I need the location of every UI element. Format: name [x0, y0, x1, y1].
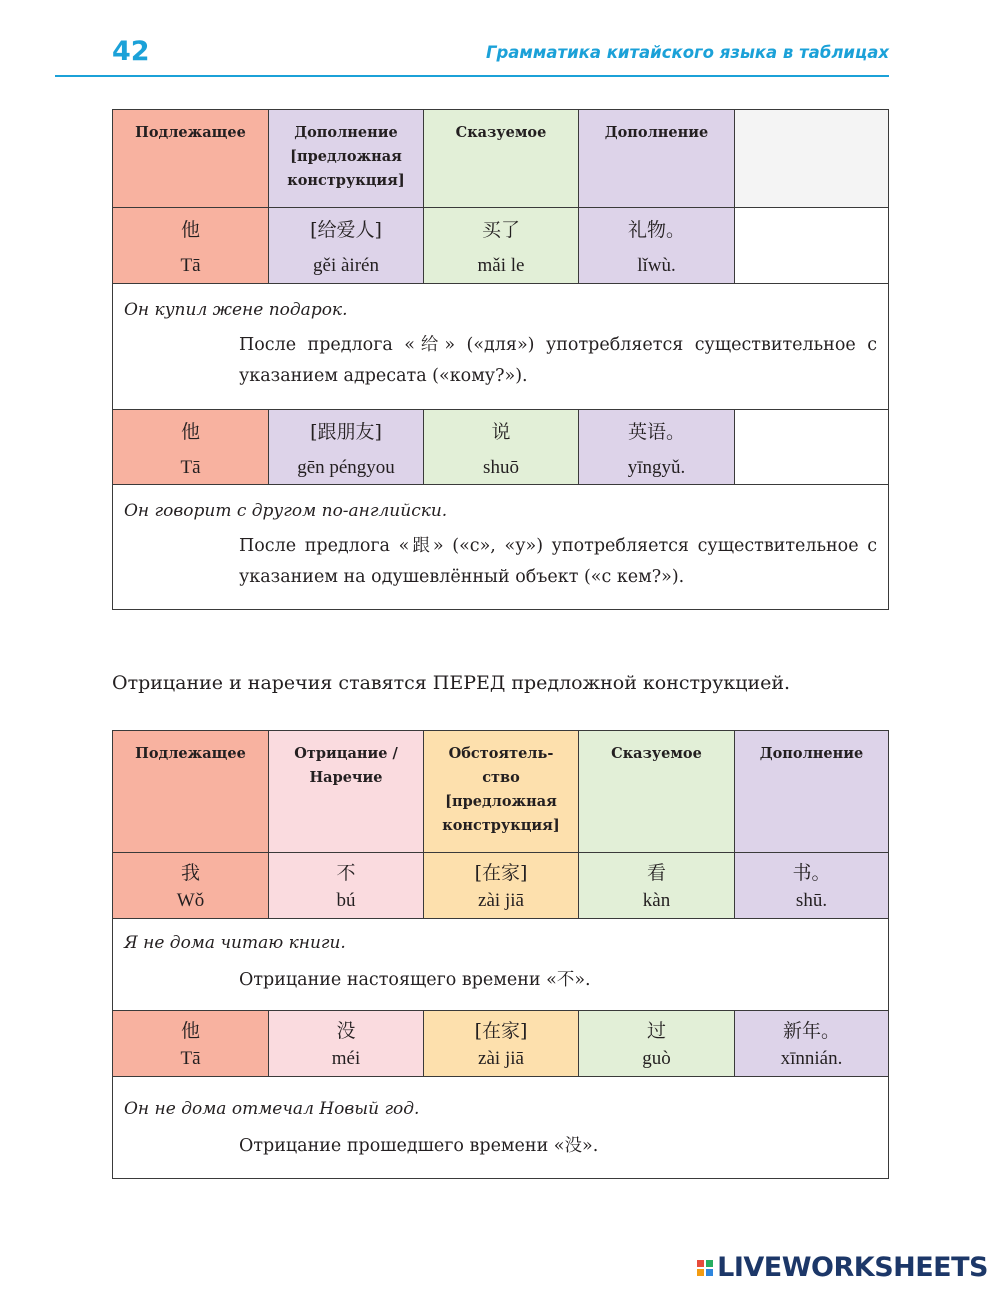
pinyin: shuō: [483, 457, 519, 478]
word-cell: [269, 410, 424, 484]
pinyin: mǎi le: [477, 255, 525, 276]
header-cell: Дополнение: [735, 731, 888, 852]
word-cell: [579, 208, 735, 283]
translation: Он купил жене подарок.: [124, 300, 348, 320]
hanzi: 新年。: [782, 1020, 840, 1042]
hanzi: [跟朋友]: [310, 421, 382, 443]
word-cell: [424, 410, 579, 484]
translation: Он говорит с другом по-английски.: [124, 501, 448, 521]
pinyin: yīngyǔ.: [627, 457, 686, 478]
translation: Он не дома отмечал Новый год.: [124, 1099, 420, 1119]
pinyin: Tā: [180, 1048, 201, 1069]
header-cell-empty: [735, 110, 888, 207]
pinyin: xīnnián.: [780, 1048, 843, 1069]
example-row: [113, 208, 888, 284]
pinyin: kàn: [642, 890, 671, 911]
pinyin: guò: [642, 1048, 671, 1069]
hanzi: [给爱人]: [310, 219, 382, 241]
pinyin: Tā: [180, 457, 201, 478]
word-cell: [269, 853, 424, 918]
word-cell: [735, 1011, 888, 1076]
pinyin: Wǒ: [176, 890, 205, 911]
hanzi: 英语。: [627, 421, 685, 443]
header-cell: Дополнение [предложная конструкция]: [269, 110, 424, 207]
word-cell: [113, 853, 269, 918]
logo-square: [706, 1269, 713, 1276]
hanzi: 买了: [481, 219, 520, 241]
explanation: После предлога «给» («для») употребляется существительное с указанием адресата («кому?»).: [239, 335, 877, 386]
explanation: После предлога «跟» («с», «у») употребляется существительное с указанием на одушевлённый объект («с кем?»).: [239, 536, 877, 587]
word-cell: [579, 853, 735, 918]
hanzi: 不: [336, 862, 356, 884]
explanation: Отрицание прошедшего времени «没».: [239, 1136, 599, 1156]
hanzi: 说: [491, 421, 511, 443]
word-cell: [424, 853, 579, 918]
word-cell: [424, 208, 579, 283]
table-header-row: [113, 110, 888, 208]
hanzi: [在家]: [474, 862, 528, 884]
pinyin: Tā: [180, 255, 201, 276]
word-cell: [579, 410, 735, 484]
word-cell: [113, 410, 269, 484]
note-row: [113, 1077, 888, 1178]
logo-square: [697, 1260, 704, 1267]
translation: Я не дома читаю книги.: [124, 933, 346, 953]
page-number: 42: [112, 36, 150, 67]
logo-text: LIVEWORKSHEETS: [717, 1252, 988, 1283]
header-cell: Дополнение: [579, 110, 735, 207]
word-cell: [735, 853, 888, 918]
word-cell: [269, 1011, 424, 1076]
empty-cell: [735, 208, 888, 283]
empty-cell: [735, 410, 888, 484]
grammar-table-2: [112, 730, 889, 1179]
word-cell: [269, 208, 424, 283]
pinyin: shū.: [795, 890, 828, 911]
pinyin: zài jiā: [478, 890, 524, 911]
pinyin: gēn péngyou: [297, 457, 395, 478]
pinyin: zài jiā: [478, 1048, 524, 1069]
hanzi: 礼物。: [627, 219, 685, 241]
liveworksheets-logo[interactable]: [697, 1252, 988, 1283]
pinyin: gěi àirén: [313, 255, 379, 276]
example-row: [113, 410, 888, 485]
hanzi: 书。: [792, 862, 831, 884]
note-row: [113, 284, 888, 410]
word-cell: [113, 208, 269, 283]
example-row: [113, 853, 888, 919]
hanzi: 他: [180, 421, 200, 443]
pinyin: lǐwù.: [637, 255, 676, 276]
hanzi: 他: [180, 1020, 200, 1042]
header-cell: Сказуемое: [424, 110, 579, 207]
table-header-row: [113, 731, 888, 853]
example-row: [113, 1011, 888, 1077]
header-cell: Подлежащее: [113, 731, 269, 852]
pinyin: bú: [336, 890, 356, 911]
word-cell: [113, 1011, 269, 1076]
grammar-table-1: [112, 109, 889, 610]
hanzi: 过: [646, 1020, 666, 1042]
header-cell: Обстоятель-ство [предложная конструкция]: [424, 731, 579, 852]
rule-paragraph: Отрицание и наречия ставятся ПЕРЕД предложной конструкцией.: [112, 672, 791, 694]
word-cell: [579, 1011, 735, 1076]
header-cell: Отрицание / Наречие: [269, 731, 424, 852]
note-row: [113, 919, 888, 1011]
header-rule: [55, 75, 889, 77]
pinyin: méi: [331, 1048, 361, 1069]
book-title: Грамматика китайского языка в таблицах: [485, 43, 889, 62]
hanzi: [在家]: [474, 1020, 528, 1042]
hanzi: 我: [180, 862, 200, 884]
note-row: [113, 485, 888, 609]
word-cell: [424, 1011, 579, 1076]
header-cell: Подлежащее: [113, 110, 269, 207]
hanzi: 看: [646, 862, 666, 884]
logo-square: [697, 1269, 704, 1276]
header-cell: Сказуемое: [579, 731, 735, 852]
logo-square: [706, 1260, 713, 1267]
hanzi: 他: [180, 219, 200, 241]
hanzi: 没: [336, 1020, 356, 1042]
explanation: Отрицание настоящего времени «不».: [239, 970, 591, 990]
logo-icon: [697, 1260, 713, 1276]
